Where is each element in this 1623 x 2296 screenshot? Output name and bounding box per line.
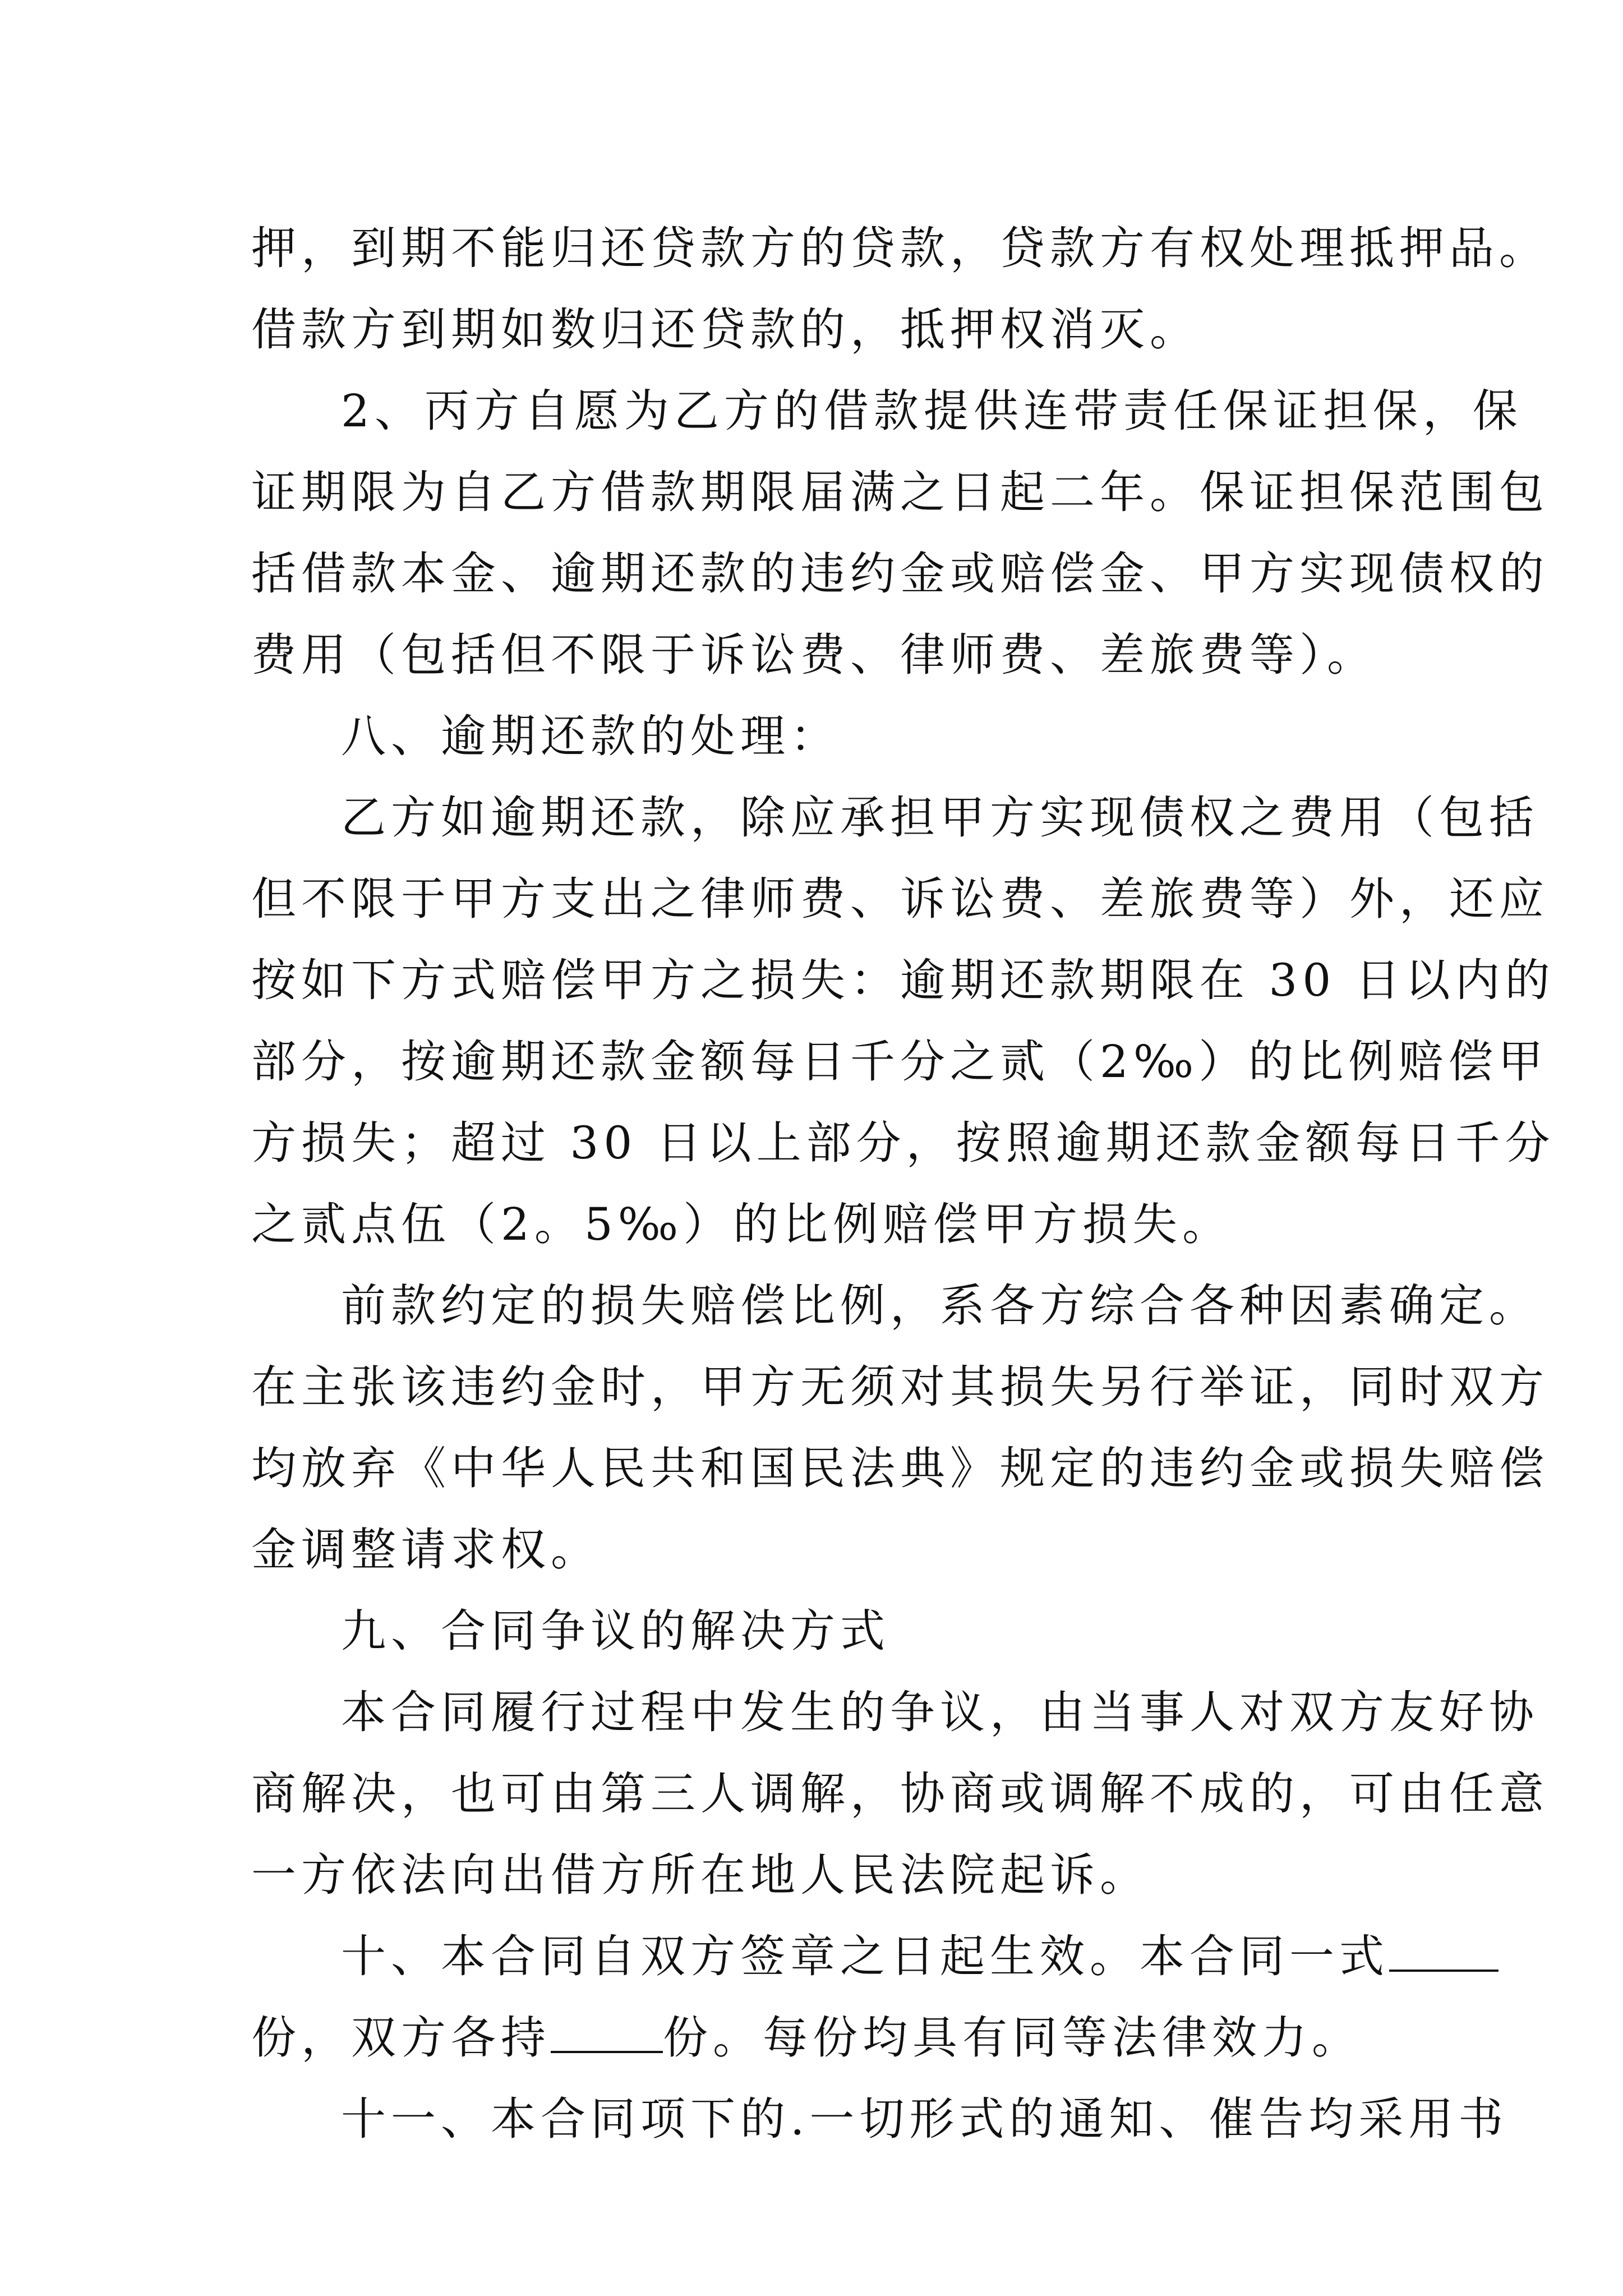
text-line: 在主张该违约金时，甲方无须对其损失另行举证，同时双方 bbox=[251, 1361, 1549, 1413]
text-line: 部分，按逾期还款金额每日千分之贰（2‰）的比例赔偿甲 bbox=[251, 1036, 1548, 1088]
text-line: 均放弃《中华人民共和国民法典》规定的违约金或损失赔偿 bbox=[251, 1442, 1549, 1494]
text-line: 括借款本金、逾期还款的违约金或赔偿金、甲方实现债权的 bbox=[251, 547, 1549, 600]
text-line: 2、丙方自愿为乙方的借款提供连带责任保证担保，保 bbox=[341, 385, 1523, 437]
document-body bbox=[251, 208, 1555, 2160]
text-line: 费用（包括但不限于诉讼费、律师费、差旅费等）。 bbox=[251, 629, 1377, 681]
text-segment: 份，双方各持 bbox=[251, 2012, 551, 2064]
text-segment: 份。每份均具有同等法律效力。 bbox=[663, 2012, 1362, 2064]
text-line: 商解决，也可由第三人调解，协商或调解不成的，可由任意 bbox=[251, 1768, 1549, 1820]
text-line bbox=[251, 1997, 1395, 2078]
fill-in-blank bbox=[551, 2004, 663, 2053]
text-line: 之贰点伍（2。5‰）的比例赔偿甲方损失。 bbox=[251, 1198, 1233, 1250]
text-line: 押，到期不能归还贷款方的贷款，贷款方有权处理抵押品。 bbox=[251, 222, 1549, 274]
text-line: 前款约定的损失赔偿比例，系各方综合各种因素确定。 bbox=[341, 1280, 1539, 1332]
text-line: 按如下方式赔偿甲方之损失：逾期还款期限在 30 日以内的 bbox=[251, 954, 1555, 1006]
text-line bbox=[251, 1916, 1395, 1997]
text-line: 本合同履行过程中发生的争议，由当事人对双方友好协 bbox=[341, 1686, 1539, 1738]
text-line: 一方依法向出借方所在地人民法院起诉。 bbox=[251, 1849, 1150, 1901]
text-line: 方损失；超过 30 日以上部分，按照逾期还款金额每日千分 bbox=[251, 1117, 1555, 1169]
text-line: 但不限于甲方支出之律师费、诉讼费、差旅费等）外，还应 bbox=[251, 873, 1549, 925]
text-line: 金调整请求权。 bbox=[251, 1524, 601, 1576]
section-heading: 八、逾期还款的处理： bbox=[341, 710, 840, 762]
text-line: 证期限为自乙方借款期限届满之日起二年。保证担保范围包 bbox=[251, 466, 1549, 518]
text-segment: 十、本合同自双方签章之日起生效。本合同一式 bbox=[341, 1930, 1389, 1982]
text-line: 十一、本合同项下的.一切形式的通知、催告均采用书 bbox=[341, 2093, 1509, 2145]
fill-in-blank bbox=[1389, 1922, 1498, 1972]
text-line: 借款方到期如数归还贷款的，抵押权消灭。 bbox=[251, 303, 1200, 356]
text-line: 乙方如逾期还款，除应承担甲方实现债权之费用（包括 bbox=[341, 792, 1539, 844]
section-heading: 九、合同争议的解决方式 bbox=[341, 1605, 890, 1657]
